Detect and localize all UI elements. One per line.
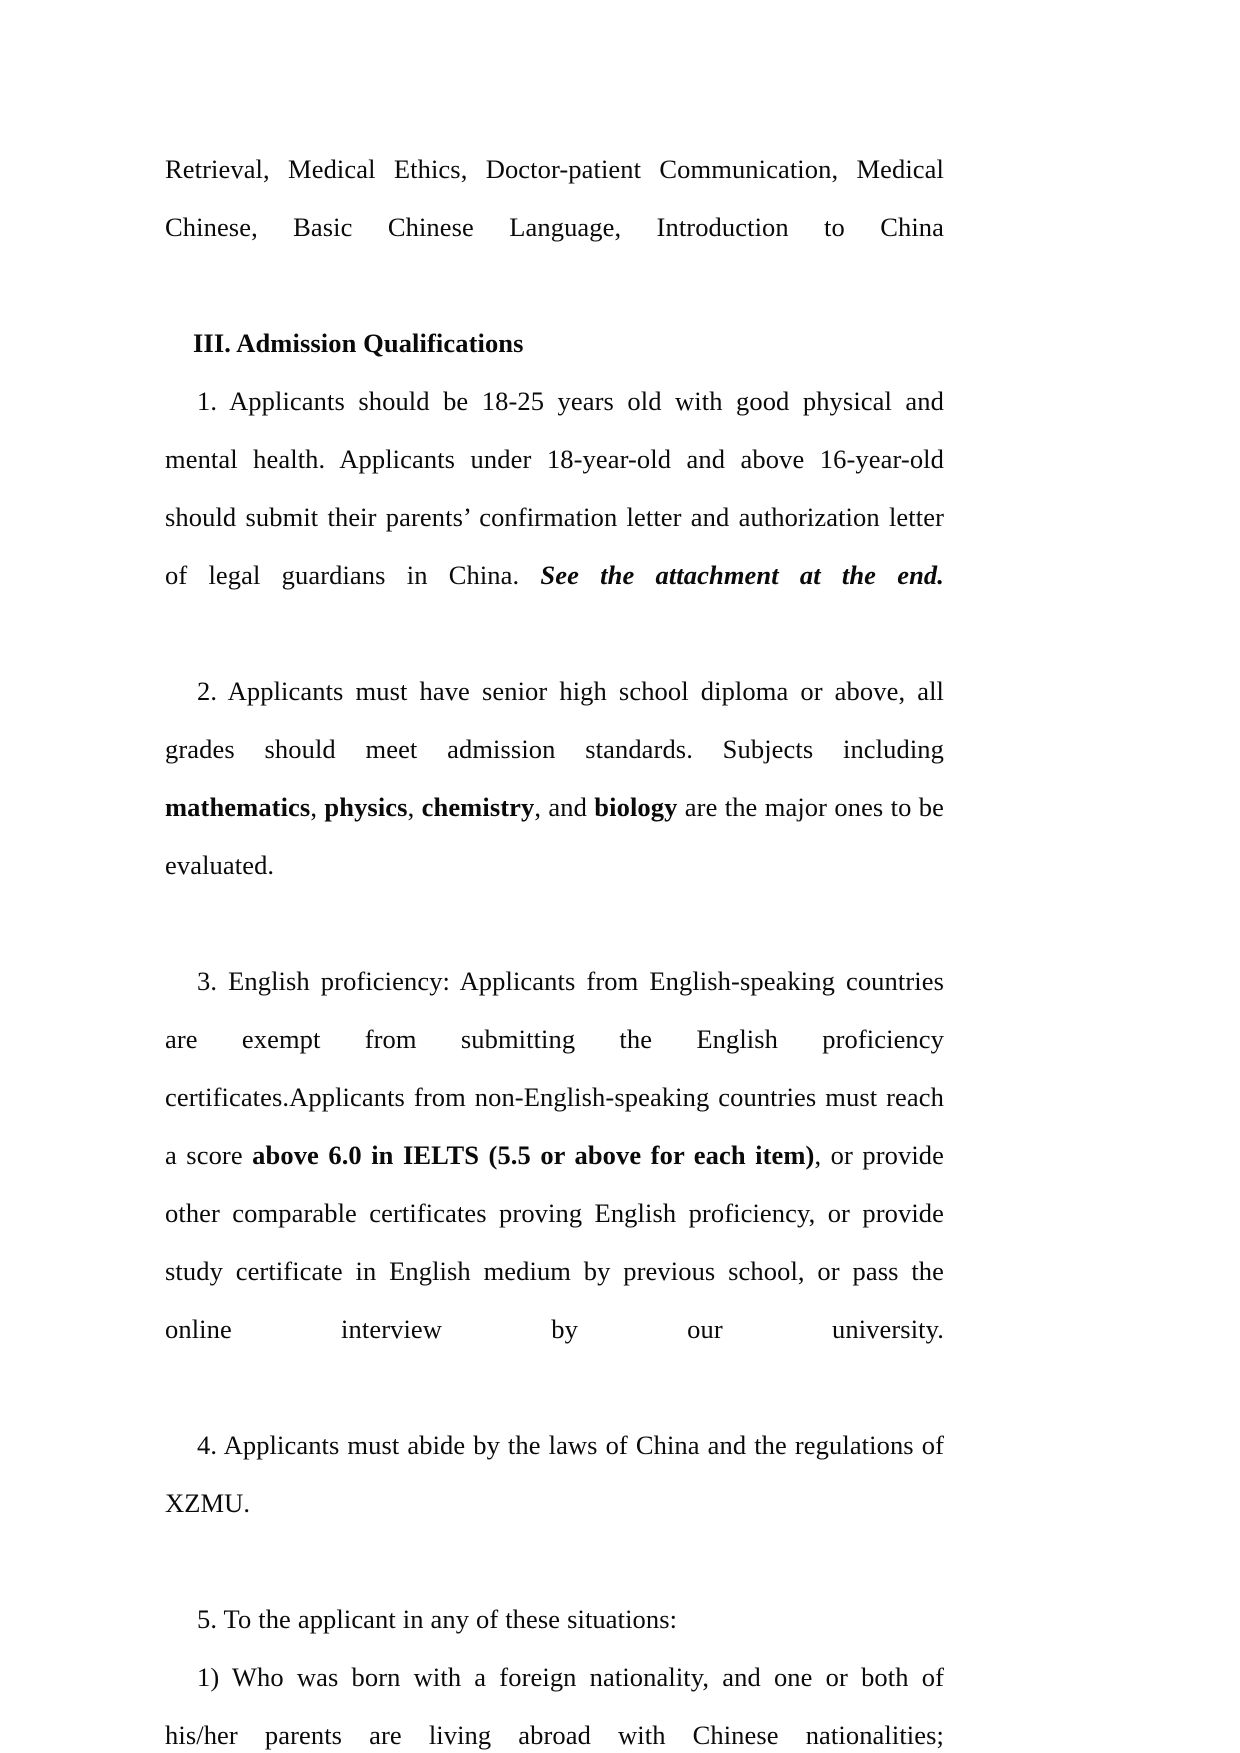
paragraph-item-3 — [165, 952, 944, 1416]
item-2-subject-physics: physics — [324, 792, 408, 822]
item-2-subject-mathematics: mathematics — [165, 792, 311, 822]
paragraph-item-5-sub-1: 1) Who was born with a foreign nationality, and one or both of his/her parents are living abroad with Chinese nationalities; — [165, 1662, 944, 1750]
item-2-separator-3: , and — [534, 792, 595, 822]
paragraph-item-5: 5. To the applicant in any of these situations: — [197, 1604, 678, 1634]
item-1-text-before: 1. Applicants should be 18-25 years old with good physical and mental health. Applicants under 18-year-old and above 16-year-old should submit their parents’ confirmation letter and authorization letter of legal guardians in China. — [165, 386, 944, 590]
item-2-separator-1: , — [310, 792, 325, 822]
item-3-text-after: , or provide other comparable certificates proving English proficiency, or provide study certificate in English medium by previous school, or pass the online interview by our university. — [165, 1140, 945, 1344]
item-1-emphasis-attachment-note: See the attachment at the end. — [540, 560, 944, 590]
item-2-subject-chemistry: chemistry — [421, 792, 535, 822]
item-2-subject-biology: biology — [594, 792, 678, 822]
paragraph-item-4: 4. Applicants must abide by the laws of China and the regulations of XZMU. — [165, 1430, 944, 1518]
item-2-text-after: are the major ones to be evaluated. — [165, 792, 944, 880]
item-3-text-before: 3. English proficiency: Applicants from English-speaking countries are exempt from submitting the English proficiency certificates.Applicants from non-English-speaking countries must reach a score — [165, 966, 944, 1170]
item-2-separator-2: , — [407, 792, 422, 822]
section-heading-admission-qualifications: III. Admission Qualifications — [193, 328, 524, 358]
paragraph-item-2 — [165, 662, 944, 952]
paragraph-item-1 — [165, 372, 944, 662]
item-2-text-before: 2. Applicants must have senior high school diploma or above, all grades should meet admission standards. Subjects including — [165, 676, 944, 764]
item-3-ielts-requirement: above 6.0 in IELTS (5.5 or above for each item) — [252, 1140, 815, 1170]
document-text-body — [165, 140, 944, 1753]
paragraph-courses-continuation: Retrieval, Medical Ethics, Doctor-patient Communication, Medical Chinese, Basic Chinese Language, Introduction to China — [165, 154, 944, 242]
